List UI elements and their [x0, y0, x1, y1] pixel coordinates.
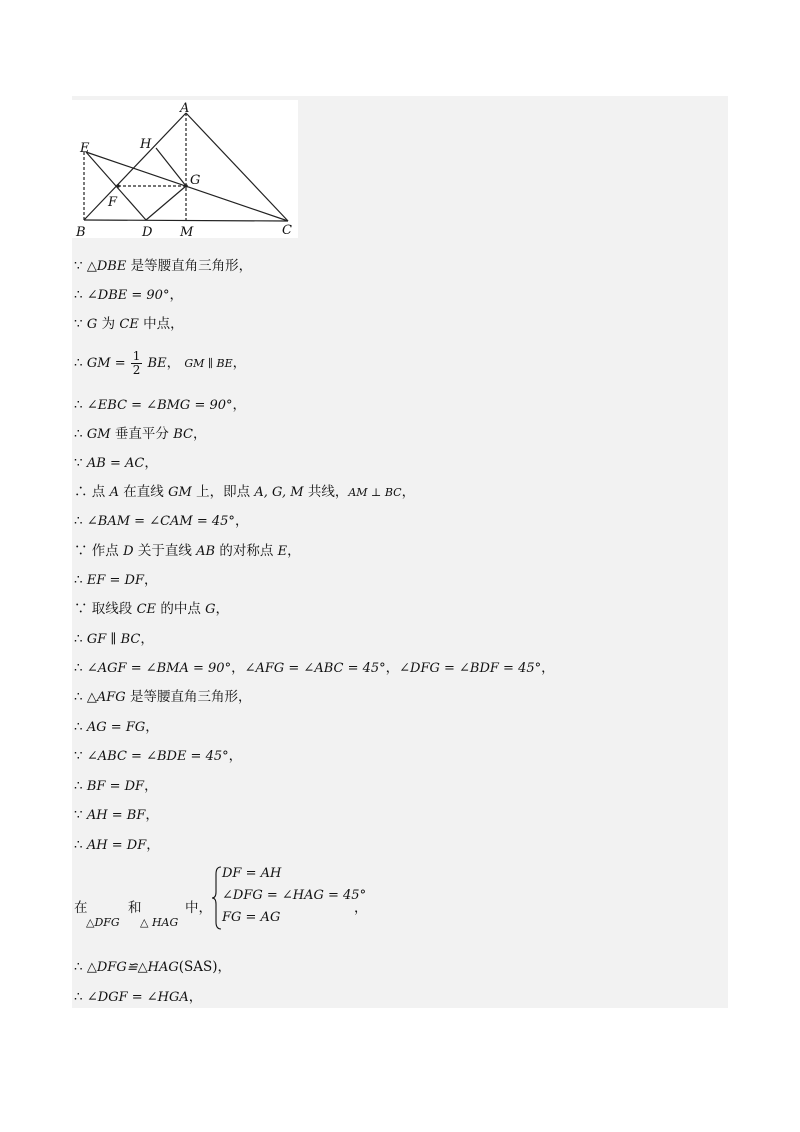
- proof-text: ，: [541, 660, 555, 676]
- fraction-denominator: 2: [132, 363, 141, 377]
- proof-text: ，: [215, 601, 230, 617]
- proof-text: ，: [234, 513, 249, 529]
- math-expr: D: [123, 544, 134, 559]
- therefore-symbol: ∴: [74, 355, 83, 371]
- proof-line-3: [74, 315, 184, 334]
- proof-line-2: [74, 286, 183, 305]
- proof-text: ，: [401, 484, 416, 500]
- proof-text: ，: [169, 287, 183, 303]
- proof-text: ，: [145, 807, 159, 823]
- math-expr: AG = FG: [86, 720, 146, 735]
- proof-line-1: [74, 257, 252, 276]
- therefore-symbol: ∴: [74, 778, 83, 794]
- proof-text: ，: [232, 355, 247, 371]
- proof-text: ，: [228, 748, 243, 764]
- math-expr: ∠ABC = ∠BDE = 45°: [86, 749, 229, 764]
- proof-line-22: [74, 988, 202, 1007]
- fraction: [131, 350, 143, 377]
- proof-text: ，: [146, 837, 160, 853]
- therefore-symbol: ∴: [74, 631, 83, 647]
- proof-text: 作点: [91, 543, 124, 559]
- math-expr: BE: [143, 356, 167, 371]
- left-brace-icon: [212, 866, 222, 930]
- therefore-symbol: ∴: [74, 484, 88, 500]
- proof-line-19: [74, 806, 159, 825]
- math-expr: ∠DFG = ∠BDF = 45°: [399, 661, 542, 676]
- segment-bc: [84, 220, 288, 221]
- proof-text: 共线，: [303, 484, 349, 500]
- triangle-hag-label: △ HAG: [140, 916, 179, 929]
- proof-line-14: [74, 659, 555, 678]
- math-expr: △AFG: [86, 690, 126, 705]
- proof-text: 取线段: [91, 601, 137, 617]
- proof-line-7: [74, 454, 158, 473]
- math-expr: ∠BAM = ∠CAM = 45°: [86, 514, 235, 529]
- proof-line-8: [74, 483, 415, 502]
- proof-text: ，: [145, 719, 159, 735]
- math-expr: ∠DBE = 90°: [86, 288, 170, 303]
- equation-1: DF = AH: [222, 866, 282, 881]
- proof-line-20: [74, 836, 160, 855]
- proof-line-15: [74, 688, 251, 707]
- math-expr: BC: [173, 427, 193, 442]
- math-expr: CE: [136, 602, 157, 617]
- math-expr: E: [277, 544, 288, 559]
- proof-line-16: [74, 718, 159, 737]
- math-expr: A: [109, 485, 119, 500]
- segment-ac: [186, 113, 288, 221]
- math-expr: GM: [86, 427, 111, 442]
- math-expr: EF = DF: [86, 573, 145, 588]
- proof-text: ，: [385, 660, 400, 676]
- proof-text: 点: [91, 484, 110, 500]
- math-expr: BF = DF: [86, 779, 145, 794]
- proof-line-21: [74, 958, 231, 977]
- math-expr: CE: [119, 317, 139, 332]
- because-symbol: ∵: [74, 455, 83, 471]
- math-expr: G: [86, 317, 98, 332]
- because-symbol: ∵: [74, 543, 88, 559]
- label-h: H: [140, 137, 152, 152]
- segment-dg: [146, 186, 186, 220]
- math-expr: △DFG≌△HAG: [86, 960, 179, 975]
- proof-line-10: [74, 542, 301, 561]
- therefore-symbol: ∴: [74, 959, 83, 975]
- math-expr: AH = BF: [86, 808, 146, 823]
- math-expr: △DBE: [86, 259, 127, 274]
- label-c: C: [282, 223, 292, 238]
- proof-line-5: [74, 396, 246, 415]
- equation-2: ∠DFG = ∠HAG = 45°: [222, 888, 367, 903]
- proof-line-6: [74, 425, 206, 444]
- math-expr: GM ∥ BE: [184, 357, 233, 370]
- therefore-symbol: ∴: [74, 719, 83, 735]
- proof-line-18: [74, 777, 158, 796]
- math-expr: GM: [168, 485, 192, 500]
- because-symbol: ∵: [74, 601, 88, 617]
- therefore-symbol: ∴: [74, 660, 83, 676]
- label-e: E: [80, 141, 90, 156]
- proof-text: 在直线: [118, 484, 169, 500]
- math-expr: AB: [196, 544, 216, 559]
- proof-text: 是等腰直角三角形，: [125, 689, 252, 705]
- math-expr: ∠EBC = ∠BMG = 90°: [86, 398, 233, 413]
- system-and: 和: [128, 900, 142, 916]
- proof-text: ，: [166, 355, 181, 371]
- proof-text: 是等腰直角三角形，: [126, 258, 253, 274]
- therefore-symbol: ∴: [74, 513, 83, 529]
- therefore-symbol: ∴: [74, 989, 83, 1005]
- math-expr: GF ∥ BC: [86, 632, 141, 647]
- because-symbol: ∵: [74, 316, 83, 332]
- math-expr: AM ⊥ BC: [348, 486, 402, 499]
- proof-text: (SAS): [178, 959, 218, 975]
- math-expr: ∠AGF = ∠BMA = 90°: [86, 661, 232, 676]
- math-expr: AB = AC: [86, 456, 145, 471]
- label-f: F: [108, 195, 118, 210]
- geometry-figure: [72, 100, 298, 238]
- geometry-diagram: [72, 100, 298, 238]
- system-prefix: 在: [74, 900, 88, 916]
- because-symbol: ∵: [74, 807, 83, 823]
- proof-text: ，: [144, 572, 158, 588]
- proof-line-13: [74, 630, 154, 649]
- proof-text: ，: [287, 543, 301, 559]
- segment-hg: [156, 148, 186, 186]
- therefore-symbol: ∴: [74, 837, 83, 853]
- therefore-symbol: ∴: [74, 426, 83, 442]
- proof-text: ，: [188, 989, 203, 1005]
- proof-text: ，: [217, 959, 231, 975]
- label-m: M: [180, 225, 194, 238]
- equation-3: FG = AG: [222, 910, 281, 925]
- proof-line-9: [74, 512, 248, 531]
- proof-text: ，: [231, 660, 245, 676]
- proof-text: 上，即点: [191, 484, 255, 500]
- therefore-symbol: ∴: [74, 572, 83, 588]
- because-symbol: ∵: [74, 748, 83, 764]
- label-d: D: [142, 225, 153, 238]
- proof-text: ，: [140, 631, 154, 647]
- math-expr: GM =: [86, 356, 130, 371]
- point-g: [184, 184, 188, 188]
- proof-line-12: [74, 600, 229, 619]
- math-expr: A, G, M: [254, 485, 304, 500]
- therefore-symbol: ∴: [74, 689, 83, 705]
- proof-line-11: [74, 571, 158, 590]
- label-g: G: [190, 173, 201, 188]
- point-f: [116, 184, 120, 188]
- because-symbol: ∵: [74, 258, 83, 274]
- system-mid: 中，: [185, 900, 212, 916]
- triangle-dfg-label: △DFG: [86, 916, 120, 929]
- fraction-numerator: 1: [132, 349, 141, 363]
- proof-text: 中点，: [138, 316, 184, 332]
- therefore-symbol: ∴: [74, 287, 83, 303]
- proof-line-17: [74, 747, 242, 766]
- proof-text: 垂直平分: [110, 426, 174, 442]
- proof-text: ，: [232, 397, 247, 413]
- therefore-symbol: ∴: [74, 397, 83, 413]
- proof-text: ，: [144, 778, 158, 794]
- proof-text: 关于直线: [133, 543, 197, 559]
- label-b: B: [76, 225, 86, 238]
- math-expr: ∠AFG = ∠ABC = 45°: [244, 661, 386, 676]
- proof-text: 为: [97, 316, 120, 332]
- math-expr: ∠DGF = ∠HGA: [86, 990, 189, 1005]
- system-suffix: ，: [354, 900, 368, 916]
- proof-line-4: [74, 348, 246, 379]
- math-expr: AH = DF: [86, 838, 147, 853]
- proof-text: 的对称点: [215, 543, 278, 559]
- proof-text: 的中点: [156, 601, 206, 617]
- label-a: A: [180, 101, 190, 116]
- proof-text: ，: [192, 426, 207, 442]
- proof-text: ，: [144, 455, 158, 471]
- math-expr: G: [205, 602, 216, 617]
